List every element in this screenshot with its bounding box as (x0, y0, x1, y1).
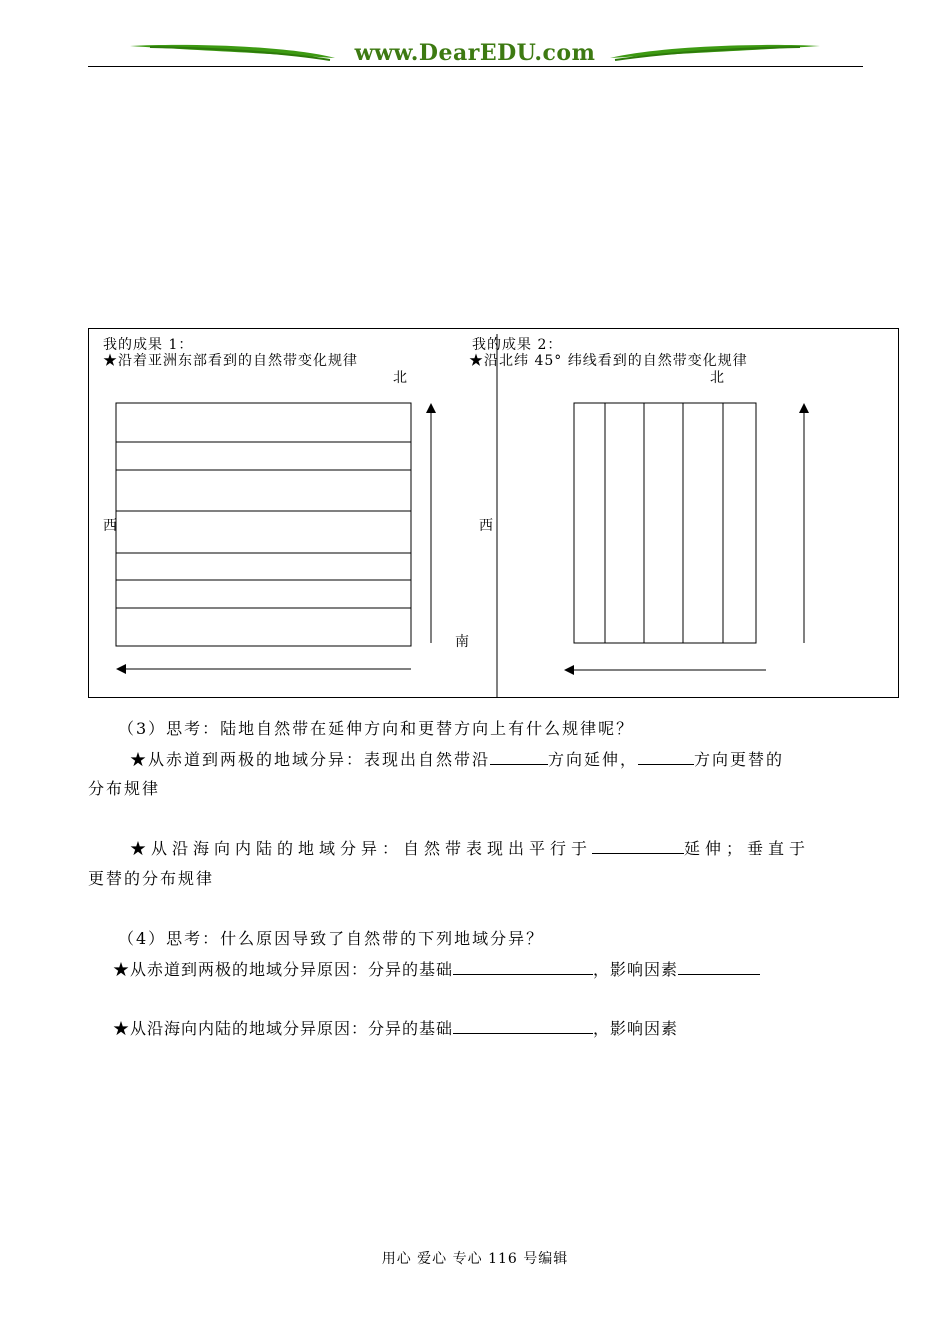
diagram1-north-label: 北 (393, 370, 408, 386)
section3-item1-part1: ★从赤道到两极的地域分异：表现出自然带沿 (130, 750, 491, 769)
blank-field[interactable] (453, 1019, 593, 1034)
diagram2-north-label: 北 (710, 370, 725, 386)
page-footer: 用心 爱心 专心 116 号编辑 (381, 1251, 569, 1267)
zone-grid-2 (574, 403, 756, 643)
section4-item2 (113, 1019, 678, 1039)
diagram1-title: 我的成果 1： (103, 337, 194, 353)
diagram2-south-label: 南 (455, 634, 470, 650)
section3-item2-part2: 延伸；垂直于 (684, 839, 811, 858)
blank-field[interactable] (592, 839, 684, 854)
blank-field[interactable] (638, 750, 694, 765)
logo-text: www.DearEDU.com (354, 40, 596, 66)
diagram1-subtitle: ★沿着亚洲东部看到的自然带变化规律 (103, 353, 358, 369)
section3-question: （3）思考：陆地自然带在延伸方向和更替方向上有什么规律呢？ (118, 719, 635, 738)
section3-item2-part1: ★从沿海向内陆的地域分异：自然带表现出平行于 (130, 839, 593, 858)
blank-field[interactable] (490, 750, 548, 765)
section3-item1-part2: 方向延伸， (548, 750, 639, 769)
section4-item1 (113, 960, 760, 980)
section3-item1-part3: 方向更替的 (694, 750, 785, 769)
diagram1-west-label: 西 (103, 518, 118, 534)
diagram2-west-label: 西 (479, 518, 494, 534)
section4-item2-part2: ，影响因素 (593, 1019, 679, 1038)
blank-field[interactable] (678, 960, 760, 975)
blank-field[interactable] (453, 960, 593, 975)
zone-grid-1 (116, 403, 411, 646)
diagram2-subtitle: ★沿北纬 45° 纬线看到的自然带变化规律 (469, 353, 748, 369)
section3-item1 (130, 750, 784, 770)
section4-question: （4）思考：什么原因导致了自然带的下列地域分异？ (118, 929, 545, 948)
section4-item1-part1: ★从赤道到两极的地域分异原因：分异的基础 (113, 960, 454, 979)
section3-item2 (130, 839, 810, 859)
diagram2-title: 我的成果 2： (472, 337, 563, 353)
section4-item2-part1: ★从沿海向内陆的地域分异原因：分异的基础 (113, 1019, 454, 1038)
section3-item2-line2: 更替的分布规律 (88, 869, 215, 888)
section3-item1-line2: 分布规律 (88, 779, 161, 798)
section4-item1-part2: ，影响因素 (593, 960, 679, 979)
